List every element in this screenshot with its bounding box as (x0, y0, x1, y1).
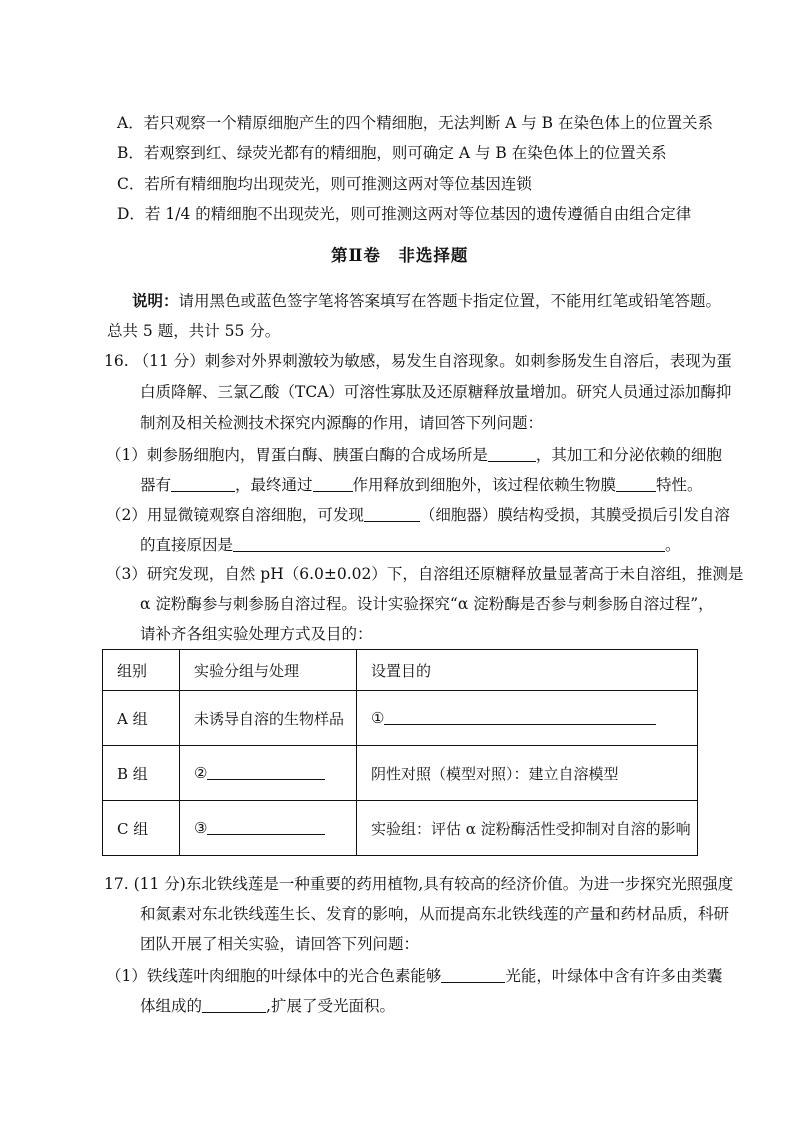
answer-blank[interactable] (313, 477, 353, 492)
q17-p1-text-a: （1）铁线莲叶肉细胞的叶绿体中的光合色素能够 (106, 967, 442, 985)
q16-p3-line-2: α 淀粉酶参与刺参肠自溶过程。设计实验探究“α 淀粉酶是否参与刺参肠自溶过程”， (140, 595, 714, 613)
experiment-table (102, 649, 698, 856)
instruction-label: 说明： (132, 291, 179, 310)
q17-p1-text-d: ,扩展了受光面积。 (266, 997, 395, 1015)
blank-marker: ③ (194, 819, 208, 837)
instruction-total: 总共 5 题，共计 55 分。 (107, 322, 281, 340)
answer-blank[interactable] (207, 765, 325, 780)
answer-blank[interactable] (488, 447, 536, 462)
q16-p1-text-f: 特性。 (656, 476, 703, 494)
q17-intro-line-2: 和氮素对东北铁线莲生长、发育的影响，从而提高东北铁线莲的产量和药材品质，科研 (140, 905, 730, 923)
q16-p1-text-b: ，其加工和分泌依赖的细胞 (535, 446, 722, 464)
option-a: A．若只观察一个精原细胞产生的四个精细胞，无法判断 A 与 B 在染色体上的位置关系 (117, 114, 713, 132)
table-cell: 实验组：评估 α 淀粉酶活性受抑制对自溶的影响 (357, 801, 698, 856)
q16-p3-line-3: 请补齐各组实验处理方式及目的： (140, 625, 373, 643)
table-row (103, 801, 698, 856)
table-header: 实验分组与处理 (180, 650, 357, 691)
answer-blank[interactable] (171, 477, 235, 492)
q16-p2-line-2 (140, 537, 681, 554)
table-row (103, 691, 698, 746)
q17-intro-line-1: 17. (11 分)东北铁线莲是一种重要的药用植物,具有较高的经济价值。为进一步探究光照强度 (104, 875, 734, 893)
answer-blank[interactable] (441, 968, 505, 983)
q16-p3-line-1: （3）研究发现，自然 pH（6.0±0.02）下，自溶组还原糖释放量显著高于未自溶组，推测是 (106, 565, 744, 583)
q16-intro-line-2: 白质降解、三氯乙酸（TCA）可溶性寡肽及还原糖释放量增加。研究人员通过添加酶抑 (140, 383, 732, 401)
table-cell: A 组 (103, 691, 180, 746)
q17-intro-line-3: 团队开展了相关实验，请回答下列问题： (140, 935, 420, 953)
option-c: C．若所有精细胞均出现荧光，则可推测这两对等位基因连锁 (117, 175, 532, 193)
q16-p1-text-e: 作用释放到细胞外，该过程依赖生物膜 (352, 476, 617, 494)
q16-p2-text-a: （2）用显微镜观察自溶细胞，可发现 (106, 506, 364, 524)
table-cell (357, 691, 698, 746)
table-cell (180, 801, 357, 856)
answer-blank[interactable] (364, 507, 420, 522)
q17-p1-line-2 (140, 998, 395, 1015)
q16-p2-line-1 (106, 507, 730, 524)
instruction-line (132, 293, 721, 310)
q16-intro-line-1: 16. （11 分）刺参对外界刺激较为敏感，易发生自溶现象。如刺参肠发生自溶后，表现为蛋 (104, 352, 732, 370)
answer-blank[interactable] (207, 820, 325, 835)
table-header: 设置目的 (357, 650, 698, 691)
q16-p1-line-1 (106, 447, 722, 464)
table-row (103, 746, 698, 801)
table-cell: C 组 (103, 801, 180, 856)
answer-blank[interactable] (202, 998, 266, 1013)
answer-blank[interactable] (616, 477, 656, 492)
q16-p2-text-d: 。 (665, 536, 681, 554)
table-cell: 阴性对照（模型对照）：建立自溶模型 (357, 746, 698, 801)
answer-blank[interactable] (384, 710, 656, 725)
q16-p1-text-d: ，最终通过 (235, 476, 313, 494)
option-b: B．若观察到红、绿荧光都有的精细胞，则可确定 A 与 B 在染色体上的位置关系 (117, 144, 667, 162)
table-cell (180, 746, 357, 801)
q16-p1-line-2 (140, 477, 703, 494)
section-title: 第Ⅱ卷 非选择题 (331, 246, 469, 265)
q16-p1-text-a: （1）刺参肠细胞内，胃蛋白酶、胰蛋白酶的合成场所是 (106, 446, 488, 464)
q16-p2-text-b: （细胞器）膜结构受损，其膜受损后引发自溶 (419, 506, 730, 524)
q17-p1-line-1 (106, 968, 722, 985)
answer-blank[interactable] (233, 537, 665, 552)
q16-intro-line-3: 制剂及相关检测技术探究内源酶的作用，请回答下列问题： (140, 414, 544, 432)
q16-p1-text-c: 器有 (140, 476, 172, 494)
blank-marker: ② (194, 764, 208, 782)
option-d: D．若 1/4 的精细胞不出现荧光，则可推测这两对等位基因的遗传遵循自由组合定律 (117, 205, 692, 223)
instruction-text: 请用黑色或蓝色签字笔将答案填写在答题卡指定位置，不能用红笔或铅笔答题。 (178, 292, 722, 310)
q16-p2-text-c: 的直接原因是 (140, 536, 234, 554)
q17-p1-text-c: 体组成的 (140, 997, 203, 1015)
table-cell: 未诱导自溶的生物样品 (180, 691, 357, 746)
table-header: 组别 (103, 650, 180, 691)
table-cell: B 组 (103, 746, 180, 801)
q17-p1-text-b: 光能，叶绿体中含有许多由类囊 (505, 967, 723, 985)
blank-marker: ① (371, 709, 385, 727)
table-header-row (103, 650, 698, 691)
